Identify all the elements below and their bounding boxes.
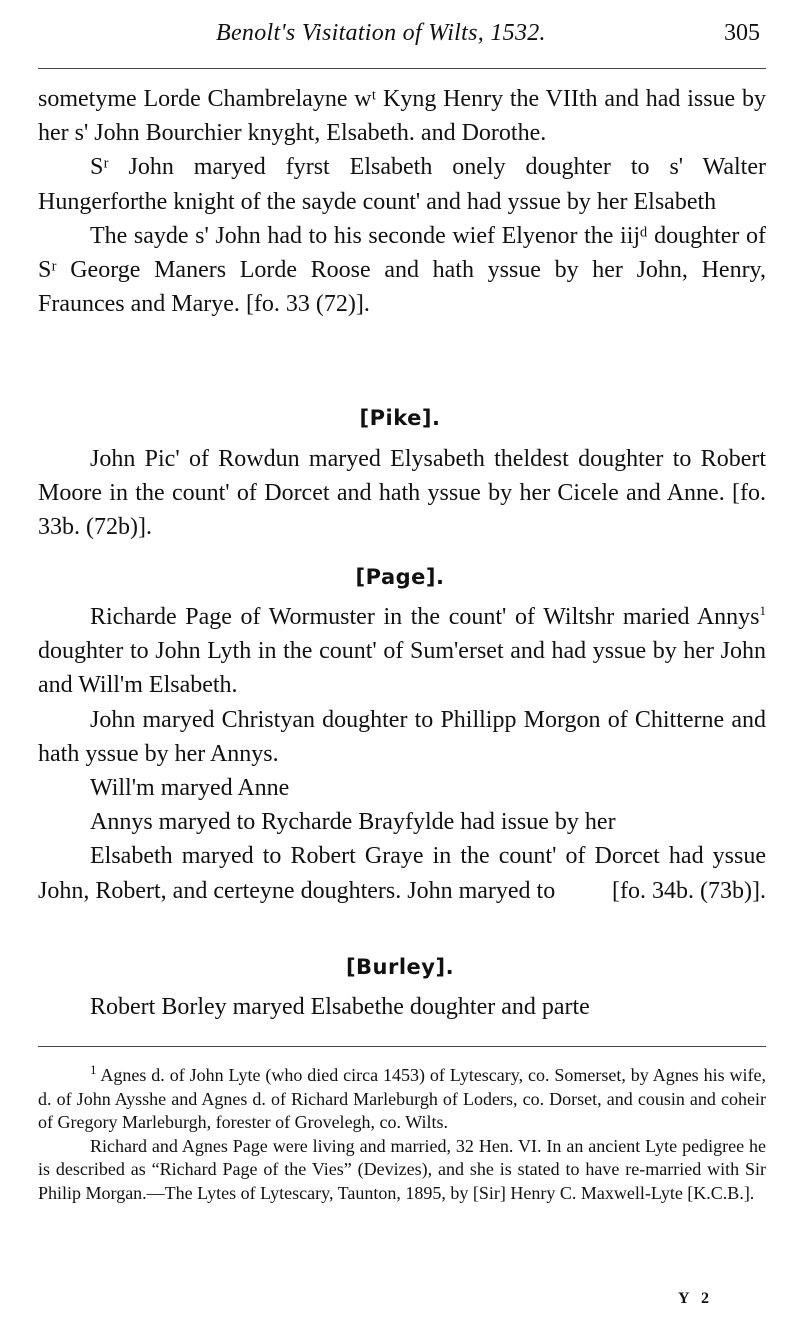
footnotes	[38, 1064, 766, 1205]
footnote-marker: 1	[759, 603, 766, 618]
page-paragraph-5-text: Elsabeth maryed to Robert Graye in the count' of Dorcet had yssue John, Robert, and certeyne doughters. John maryed to	[38, 843, 766, 904]
footnote-1-text: Agnes d. of John Lyte (who died circa 1453) of Lytescary, co. Somerset, by Agnes his wife, d. of John Aysshe and Agnes d. of Richard Marleburgh of Loders, co. Dorset, and cousin and coheir of Gregory Marleburgh, forester of Grovelegh, co. Wilts.	[38, 1065, 766, 1132]
footnote-mark: 1	[90, 1062, 97, 1077]
intro-paragraph-3	[38, 219, 766, 322]
intro-paragraph-3-text: The sayde s' John had to his seconde wief Elyenor the iijᵈ doughter of Sʳ George Maners Lorde Roose and hath yssue by her John, Henry, Fraunces and Marye.	[38, 222, 766, 318]
page-number: 305	[724, 20, 760, 46]
running-header	[0, 20, 800, 56]
footnote-1	[38, 1064, 766, 1135]
pike-paragraph-1	[38, 442, 766, 545]
signature-mark: Y 2	[678, 1290, 713, 1307]
running-title: Benolt's Visitation of Wilts, 1532.	[216, 20, 546, 46]
intro-paragraph-2: Sʳ John maryed fyrst Elsabeth onely doughter to s' Walter Hungerforthe knight of the sayde count' and had yssue by her Elsabeth	[38, 154, 766, 215]
burley-section	[38, 990, 766, 1024]
page-paragraph-1a: Richarde Page of Wormuster in the count' of Wiltshr maried Annys	[90, 604, 760, 630]
section-heading-burley: [Burley].	[345, 955, 455, 979]
intro-section	[38, 82, 766, 321]
page-section	[38, 600, 766, 908]
burley-paragraph-1: Robert Borley maryed Elsabethe doughter and parte	[90, 994, 590, 1020]
folio-reference: [fo. 34b. (73b)].	[612, 877, 766, 904]
footnote-2: Richard and Agnes Page were living and married, 32 Hen. VI. In an ancient Lyte pedigree he is described as “Richard Page of the Vies” (Devizes), and she is stated to have re-married with Sir Philip Morgan.—The Lytes of Lytescary, Taunton, 1895, by [Sir] Henry C. Maxwell-Lyte [K.C.B.].	[38, 1135, 766, 1203]
footnote-rule	[38, 1046, 766, 1047]
folio-reference: [fo. 33b. (72b)].	[38, 480, 767, 541]
pike-section	[38, 442, 766, 545]
folio-reference: [fo. 33 (72)].	[245, 291, 370, 318]
intro-paragraph-1: sometyme Lorde Chambrelayne wᵗ Kyng Henry the VIIth and had issue by her s' John Bourchier knyght, Elsabeth. and Dorothe.	[38, 86, 766, 147]
page-paragraph-1b: doughter to John Lyth in the count' of Sum'erset and had yssue by her John and Will'm Elsabeth.	[38, 638, 766, 699]
page-paragraph-3: Will'm maryed Anne	[90, 775, 290, 802]
section-heading-page: [Page].	[355, 565, 445, 589]
page-paragraph-5	[38, 839, 766, 907]
page-paragraph-4: Annys maryed to Rycharde Brayfylde had issue by her	[90, 809, 616, 836]
page-paragraph-1	[38, 600, 766, 703]
page-paragraph-2: John maryed Christyan doughter to Phillipp Morgon of Chitterne and hath yssue by her Annys.	[38, 706, 766, 767]
section-heading-pike: [Pike].	[359, 406, 441, 430]
header-rule	[38, 68, 766, 69]
pike-paragraph-1-text: John Pic' of Rowdun maryed Elysabeth theldest doughter to Robert Moore in the count' of Dorcet and hath yssue by her Cicele and Anne.	[38, 446, 766, 507]
